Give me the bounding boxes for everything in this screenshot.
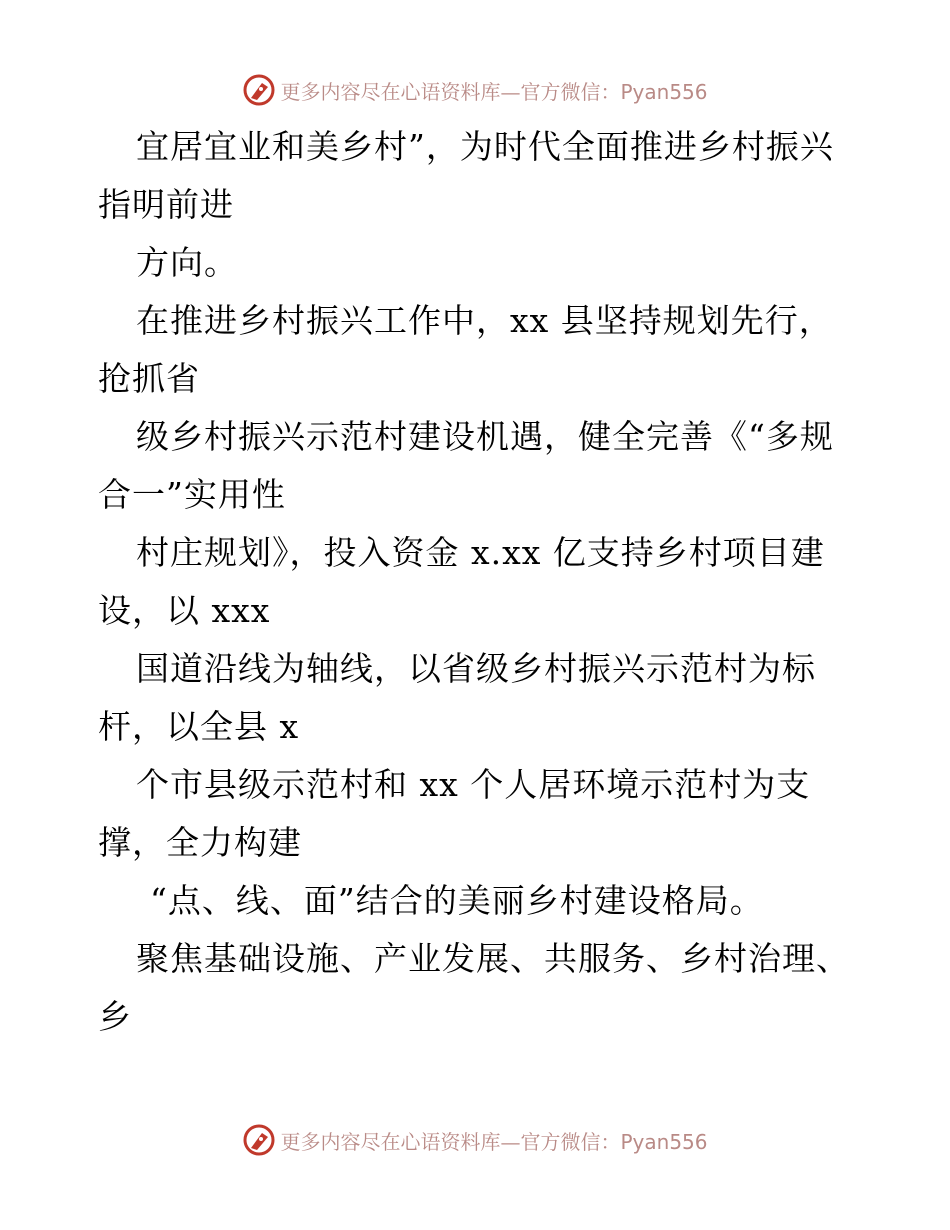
- watermark-wechat-id: Pyan556: [620, 79, 708, 104]
- watermark-main: 更多内容尽在心语资料库: [280, 1129, 501, 1154]
- text-line: 指明前进: [98, 185, 234, 224]
- text-line: 宜居宜业和美乡村”，为时代全面推进乡村振兴: [136, 127, 834, 166]
- watermark-text: [280, 1126, 707, 1155]
- text-line: 抢抓省: [98, 359, 200, 398]
- pen-nib-logo-icon: [242, 73, 276, 107]
- text-line: 乡: [98, 997, 132, 1036]
- text-line: 级乡村振兴示范村建设机遇，健全完善《“多规: [136, 417, 834, 456]
- text-line: 在推进乡村振兴工作中，xx 县坚持规划先行，: [136, 301, 833, 340]
- text-line: 聚焦基础设施、产业发展、共服务、乡村治理、: [136, 939, 850, 978]
- watermark-wechat-id: Pyan556: [620, 1129, 708, 1154]
- text-line: 方向。: [136, 243, 238, 282]
- document-body: [98, 118, 858, 1046]
- text-line: 杆，以全县 x: [98, 707, 300, 746]
- watermark-main: 更多内容尽在心语资料库: [280, 79, 501, 104]
- text-line: 村庄规划》，投入资金 x.xx 亿支持乡村项目建: [136, 533, 825, 572]
- header-watermark: [0, 70, 950, 110]
- watermark-separator: —: [500, 79, 521, 104]
- text-line: 合一”实用性: [98, 475, 286, 514]
- watermark-tail: 官方微信：: [520, 1129, 621, 1154]
- text-line: 国道沿线为轴线，以省级乡村振兴示范村为标: [136, 649, 816, 688]
- text-line: 个市县级示范村和 xx 个人居环境示范村为支: [136, 765, 811, 804]
- pen-nib-logo-icon: [242, 1123, 276, 1157]
- watermark-separator: —: [500, 1129, 521, 1154]
- text-line: 设，以 xxx: [98, 591, 271, 630]
- text-line: 撑，全力构建: [98, 823, 302, 862]
- text-line: “点、线、面”结合的美丽乡村建设格局。: [150, 881, 764, 920]
- watermark-text: [280, 76, 707, 105]
- footer-watermark: [0, 1120, 950, 1160]
- watermark-tail: 官方微信：: [520, 79, 621, 104]
